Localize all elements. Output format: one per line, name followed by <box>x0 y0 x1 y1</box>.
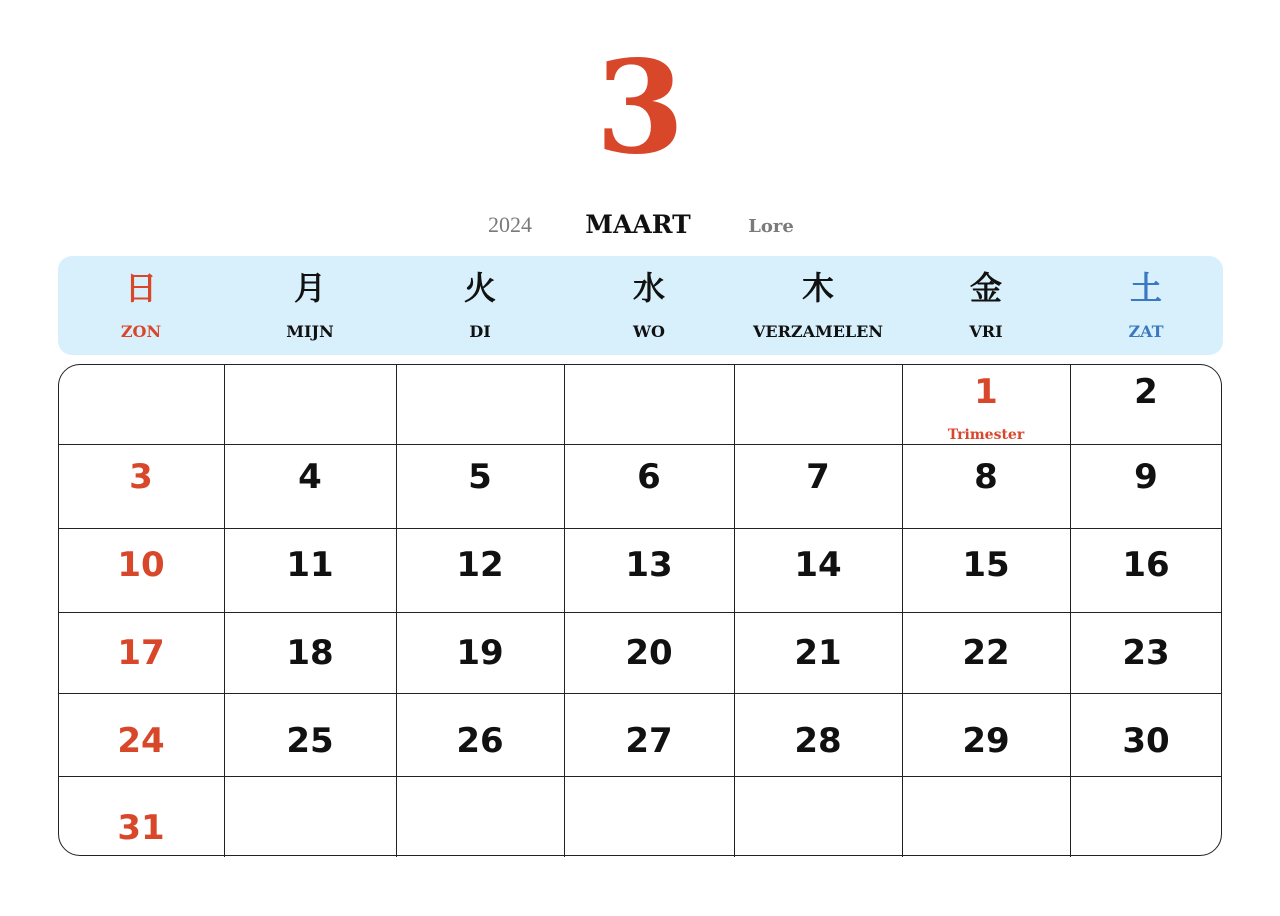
day-number: 26 <box>456 721 504 761</box>
subtitle-label: Lore <box>748 216 794 237</box>
day-number: 13 <box>625 545 673 585</box>
day-number: 16 <box>1122 545 1170 585</box>
weekday-name: MIJN <box>286 322 334 341</box>
weekday-header-cell <box>224 256 396 355</box>
day-cell[interactable] <box>224 543 396 623</box>
weekday-kanji: 火 <box>463 269 496 307</box>
day-cell[interactable] <box>1070 719 1222 799</box>
weekday-name: DI <box>469 322 491 341</box>
day-cell[interactable] <box>564 719 734 799</box>
weekday-name: WO <box>633 322 665 341</box>
day-number: 17 <box>117 633 165 673</box>
day-cell[interactable] <box>564 806 734 886</box>
day-cell[interactable] <box>734 631 902 711</box>
day-number: 19 <box>456 633 504 673</box>
day-cell[interactable] <box>58 370 224 450</box>
weekday-kanji: 月 <box>293 269 326 307</box>
day-cell[interactable] <box>902 543 1070 623</box>
day-cell[interactable] <box>58 719 224 799</box>
day-cell[interactable] <box>1070 631 1222 711</box>
day-number: 11 <box>286 545 334 585</box>
weekday-header-cell <box>1070 256 1222 355</box>
day-cell[interactable] <box>396 370 564 450</box>
day-number: 18 <box>286 633 334 673</box>
weekday-header-cell <box>396 256 564 355</box>
holiday-note: Trimester <box>947 427 1025 443</box>
weekday-kanji: 金 <box>969 269 1002 307</box>
weekday-name: ZAT <box>1128 322 1164 341</box>
day-number: 14 <box>794 545 842 585</box>
day-number: 21 <box>794 633 842 673</box>
day-number: 23 <box>1122 633 1170 673</box>
day-cell[interactable] <box>902 806 1070 886</box>
day-number: 29 <box>962 721 1010 761</box>
day-number: 28 <box>794 721 842 761</box>
day-number: 9 <box>1134 457 1158 497</box>
day-cell[interactable] <box>734 806 902 886</box>
weekday-name: VERZAMELEN <box>753 322 883 341</box>
day-number: 2 <box>1134 372 1158 412</box>
day-cell[interactable] <box>396 719 564 799</box>
year-label: 2024 <box>488 212 532 237</box>
month-number: 3 <box>595 33 685 183</box>
day-number: 30 <box>1122 721 1170 761</box>
day-cell[interactable] <box>564 543 734 623</box>
day-number: 12 <box>456 545 504 585</box>
day-cell[interactable] <box>396 455 564 535</box>
day-number: 31 <box>117 808 165 848</box>
day-cell[interactable] <box>902 631 1070 711</box>
day-cell[interactable] <box>58 631 224 711</box>
day-cell[interactable] <box>734 455 902 535</box>
day-cell[interactable] <box>902 719 1070 799</box>
day-cell[interactable] <box>564 455 734 535</box>
day-number: 27 <box>625 721 673 761</box>
weekday-kanji: 土 <box>1129 269 1162 307</box>
weekday-header-cell <box>58 256 224 355</box>
day-cell[interactable] <box>902 455 1070 535</box>
weekday-name: VRI <box>969 322 1003 341</box>
day-number: 22 <box>962 633 1010 673</box>
day-cell[interactable] <box>224 806 396 886</box>
day-cell[interactable] <box>1070 455 1222 535</box>
day-number: 8 <box>974 457 998 497</box>
day-cell[interactable] <box>58 806 224 886</box>
day-number: 15 <box>962 545 1010 585</box>
day-number: 5 <box>468 457 492 497</box>
day-cell[interactable] <box>396 543 564 623</box>
day-number: 4 <box>298 457 322 497</box>
day-number: 3 <box>129 457 153 497</box>
day-cell[interactable] <box>902 370 1070 450</box>
day-number: 6 <box>637 457 661 497</box>
day-cell[interactable] <box>1070 543 1222 623</box>
weekday-header <box>58 256 1223 355</box>
day-number: 24 <box>117 721 165 761</box>
day-cell[interactable] <box>734 543 902 623</box>
day-number: 20 <box>625 633 673 673</box>
weekday-header-cell <box>902 256 1070 355</box>
weekday-kanji: 水 <box>632 269 665 307</box>
day-number: 25 <box>286 721 334 761</box>
weekday-name: ZON <box>120 322 162 341</box>
day-cell[interactable] <box>224 631 396 711</box>
day-cell[interactable] <box>58 455 224 535</box>
day-cell[interactable] <box>1070 806 1222 886</box>
day-cell[interactable] <box>224 370 396 450</box>
day-cell[interactable] <box>564 631 734 711</box>
day-number: 10 <box>117 545 165 585</box>
weekday-kanji: 日 <box>124 269 157 307</box>
day-cell[interactable] <box>58 543 224 623</box>
day-cell[interactable] <box>734 719 902 799</box>
day-cell[interactable] <box>224 719 396 799</box>
weekday-kanji: 木 <box>801 269 834 307</box>
month-name: MAART <box>585 210 691 239</box>
day-cell[interactable] <box>396 806 564 886</box>
weekday-header-cell <box>734 256 902 355</box>
day-cell[interactable] <box>564 370 734 450</box>
day-cell[interactable] <box>734 370 902 450</box>
day-cell[interactable] <box>396 631 564 711</box>
day-cell[interactable] <box>1070 370 1222 450</box>
day-cell[interactable] <box>224 455 396 535</box>
day-number: 1 <box>974 372 998 412</box>
weekday-header-cell <box>564 256 734 355</box>
day-number: 7 <box>806 457 830 497</box>
